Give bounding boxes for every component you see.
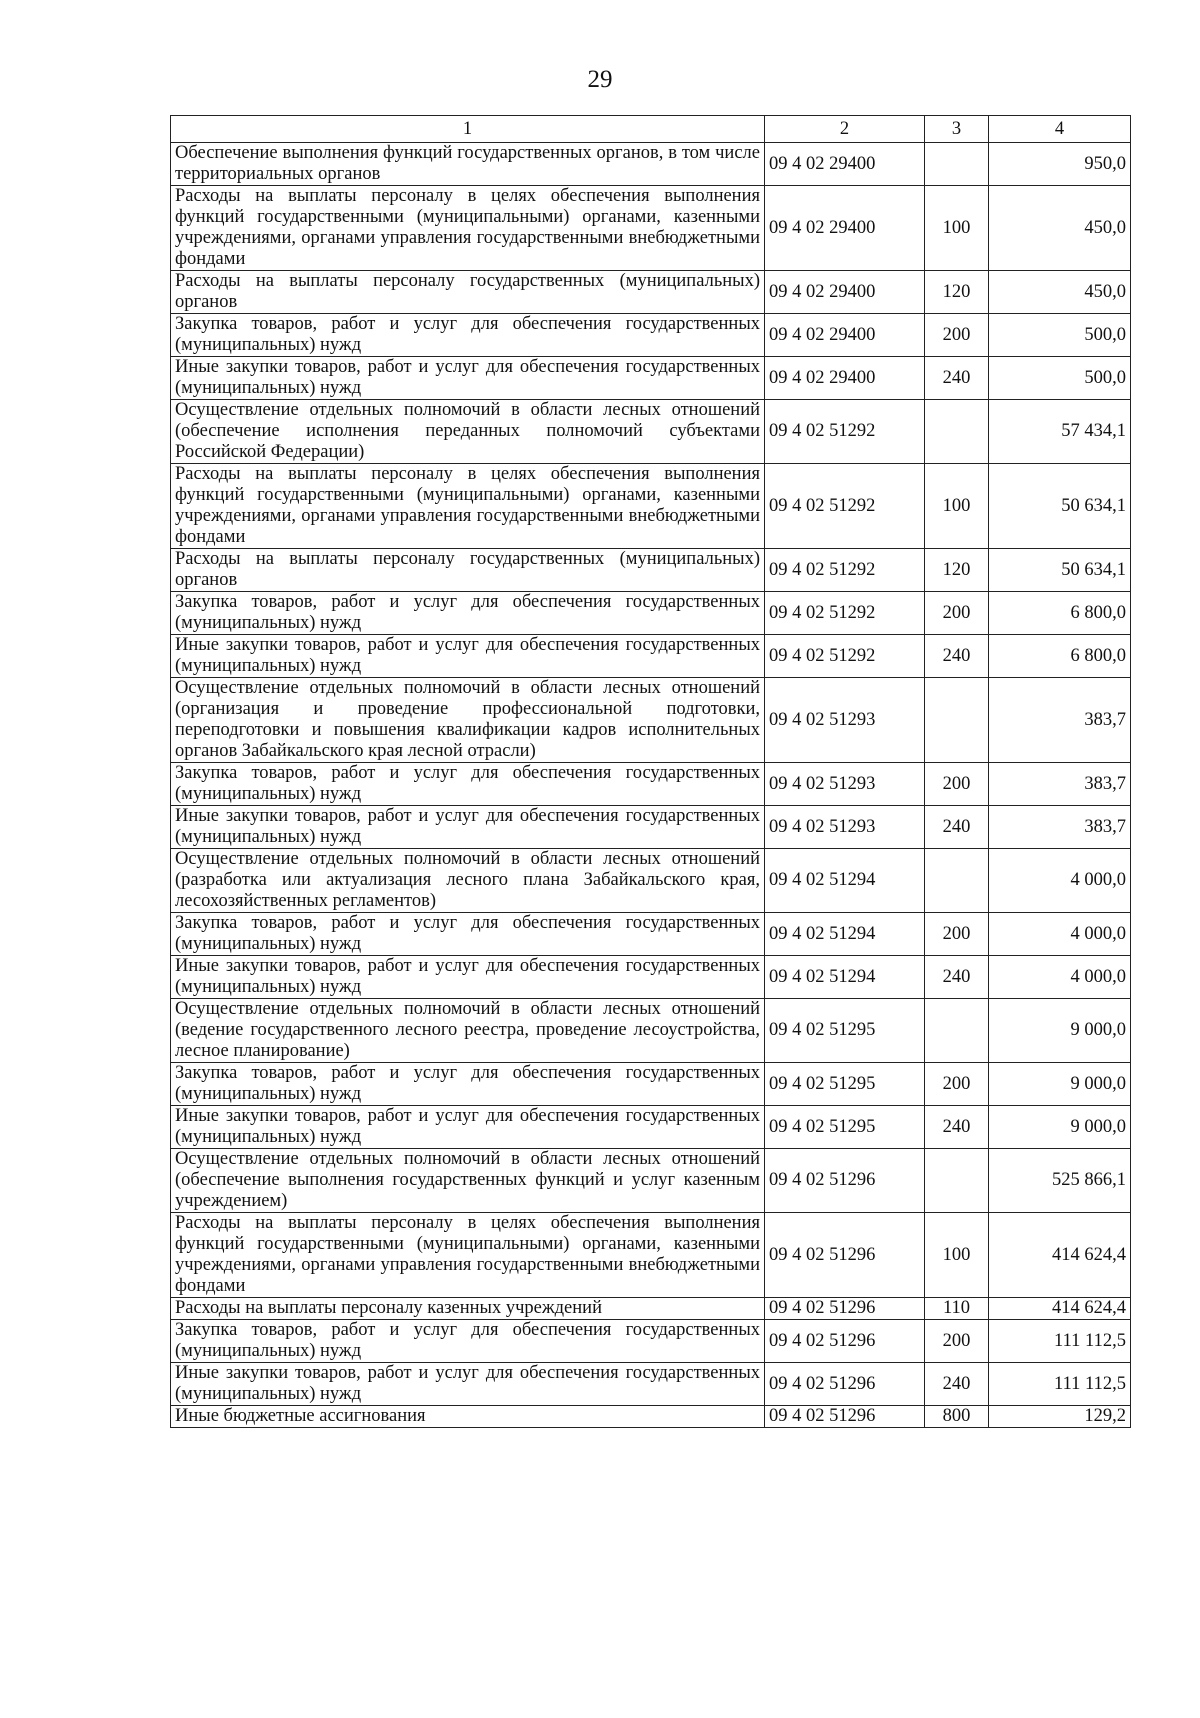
table-row bbox=[171, 400, 1131, 464]
row-code: 09 4 02 51296 bbox=[765, 1320, 925, 1363]
row-name: Расходы на выплаты персоналу государственных (муниципальных) органов bbox=[171, 271, 765, 314]
row-name: Закупка товаров, работ и услуг для обеспечения государственных (муниципальных) нужд bbox=[171, 314, 765, 357]
row-code: 09 4 02 51295 bbox=[765, 1106, 925, 1149]
row-name: Осуществление отдельных полномочий в области лесных отношений (обеспечение выполнения государственных функций и услуг казенным учреждением) bbox=[171, 1149, 765, 1213]
row-amount: 50 634,1 bbox=[989, 549, 1131, 592]
row-name: Расходы на выплаты персоналу в целях обеспечения выполнения функций государственными (муниципальными) органами, казенными учреждениями, органами управления государственными внебюджетными фондами bbox=[171, 1213, 765, 1298]
row-expense-type bbox=[925, 999, 989, 1063]
row-expense-type bbox=[925, 849, 989, 913]
table-row bbox=[171, 464, 1131, 549]
page-number: 29 bbox=[587, 66, 613, 93]
row-amount: 129,2 bbox=[989, 1406, 1131, 1428]
row-expense-type: 100 bbox=[925, 1213, 989, 1298]
row-amount: 6 800,0 bbox=[989, 592, 1131, 635]
row-name: Иные закупки товаров, работ и услуг для обеспечения государственных (муниципальных) нужд bbox=[171, 635, 765, 678]
table-row bbox=[171, 999, 1131, 1063]
row-code: 09 4 02 29400 bbox=[765, 271, 925, 314]
row-amount: 9 000,0 bbox=[989, 1063, 1131, 1106]
header-col-2: 2 bbox=[765, 116, 925, 143]
header-col-3: 3 bbox=[925, 116, 989, 143]
row-name: Осуществление отдельных полномочий в области лесных отношений (разработка или актуализация лесного плана Забайкальского края, лесохозяйственных регламентов) bbox=[171, 849, 765, 913]
row-code: 09 4 02 51296 bbox=[765, 1149, 925, 1213]
row-amount: 9 000,0 bbox=[989, 999, 1131, 1063]
row-expense-type bbox=[925, 400, 989, 464]
row-expense-type bbox=[925, 678, 989, 763]
row-expense-type: 200 bbox=[925, 314, 989, 357]
table-row bbox=[171, 956, 1131, 999]
table-header bbox=[171, 116, 1131, 143]
row-code: 09 4 02 51293 bbox=[765, 763, 925, 806]
row-name: Закупка товаров, работ и услуг для обеспечения государственных (муниципальных) нужд bbox=[171, 763, 765, 806]
table-row bbox=[171, 1363, 1131, 1406]
table-row bbox=[171, 357, 1131, 400]
table-row bbox=[171, 549, 1131, 592]
row-code: 09 4 02 51293 bbox=[765, 806, 925, 849]
row-code: 09 4 02 51292 bbox=[765, 635, 925, 678]
row-amount: 4 000,0 bbox=[989, 956, 1131, 999]
row-amount: 4 000,0 bbox=[989, 849, 1131, 913]
row-expense-type: 100 bbox=[925, 186, 989, 271]
row-amount: 6 800,0 bbox=[989, 635, 1131, 678]
table-row bbox=[171, 314, 1131, 357]
row-code: 09 4 02 51292 bbox=[765, 400, 925, 464]
row-name: Обеспечение выполнения функций государственных органов, в том числе территориальных органов bbox=[171, 143, 765, 186]
row-code: 09 4 02 51295 bbox=[765, 1063, 925, 1106]
table-row bbox=[171, 186, 1131, 271]
table-row bbox=[171, 1106, 1131, 1149]
row-amount: 383,7 bbox=[989, 763, 1131, 806]
row-name: Расходы на выплаты персоналу государственных (муниципальных) органов bbox=[171, 549, 765, 592]
row-code: 09 4 02 51292 bbox=[765, 592, 925, 635]
row-amount: 414 624,4 bbox=[989, 1298, 1131, 1320]
row-code: 09 4 02 51296 bbox=[765, 1213, 925, 1298]
table-body bbox=[171, 143, 1131, 1428]
row-code: 09 4 02 51295 bbox=[765, 999, 925, 1063]
table-row bbox=[171, 806, 1131, 849]
row-expense-type: 240 bbox=[925, 1363, 989, 1406]
table-row bbox=[171, 143, 1131, 186]
header-row bbox=[171, 116, 1131, 143]
row-amount: 111 112,5 bbox=[989, 1363, 1131, 1406]
row-code: 09 4 02 29400 bbox=[765, 357, 925, 400]
row-name: Расходы на выплаты персоналу в целях обеспечения выполнения функций государственными (муниципальными) органами, казенными учреждениями, органами управления государственными внебюджетными фондами bbox=[171, 186, 765, 271]
row-amount: 450,0 bbox=[989, 271, 1131, 314]
row-expense-type: 110 bbox=[925, 1298, 989, 1320]
row-expense-type: 200 bbox=[925, 913, 989, 956]
row-name: Иные закупки товаров, работ и услуг для обеспечения государственных (муниципальных) нужд bbox=[171, 1363, 765, 1406]
row-name: Иные закупки товаров, работ и услуг для обеспечения государственных (муниципальных) нужд bbox=[171, 806, 765, 849]
row-expense-type: 240 bbox=[925, 956, 989, 999]
table-row bbox=[171, 1149, 1131, 1213]
header-col-4: 4 bbox=[989, 116, 1131, 143]
row-amount: 50 634,1 bbox=[989, 464, 1131, 549]
table-row bbox=[171, 271, 1131, 314]
row-code: 09 4 02 51294 bbox=[765, 913, 925, 956]
row-code: 09 4 02 51293 bbox=[765, 678, 925, 763]
row-name: Закупка товаров, работ и услуг для обеспечения государственных (муниципальных) нужд bbox=[171, 1320, 765, 1363]
table-row bbox=[171, 1406, 1131, 1428]
row-amount: 950,0 bbox=[989, 143, 1131, 186]
row-code: 09 4 02 29400 bbox=[765, 314, 925, 357]
row-code: 09 4 02 51292 bbox=[765, 464, 925, 549]
row-name: Иные бюджетные ассигнования bbox=[171, 1406, 765, 1428]
row-code: 09 4 02 51294 bbox=[765, 956, 925, 999]
table-row bbox=[171, 1213, 1131, 1298]
row-name: Иные закупки товаров, работ и услуг для обеспечения государственных (муниципальных) нужд bbox=[171, 357, 765, 400]
row-name: Закупка товаров, работ и услуг для обеспечения государственных (муниципальных) нужд bbox=[171, 1063, 765, 1106]
row-amount: 4 000,0 bbox=[989, 913, 1131, 956]
row-expense-type: 240 bbox=[925, 635, 989, 678]
row-code: 09 4 02 29400 bbox=[765, 143, 925, 186]
row-expense-type bbox=[925, 143, 989, 186]
row-name: Расходы на выплаты персоналу в целях обеспечения выполнения функций государственными (муниципальными) органами, казенными учреждениями, органами управления государственными внебюджетными фондами bbox=[171, 464, 765, 549]
row-amount: 111 112,5 bbox=[989, 1320, 1131, 1363]
row-expense-type: 240 bbox=[925, 806, 989, 849]
row-amount: 57 434,1 bbox=[989, 400, 1131, 464]
row-amount: 383,7 bbox=[989, 678, 1131, 763]
row-amount: 500,0 bbox=[989, 357, 1131, 400]
row-expense-type: 200 bbox=[925, 763, 989, 806]
table-row bbox=[171, 849, 1131, 913]
row-expense-type: 240 bbox=[925, 1106, 989, 1149]
row-name: Осуществление отдельных полномочий в области лесных отношений (организация и проведение профессиональной подготовки, переподготовки и повышения квалификации кадров исполнительных органов Забайкальского края лесной отрасли) bbox=[171, 678, 765, 763]
row-amount: 9 000,0 bbox=[989, 1106, 1131, 1149]
row-expense-type: 800 bbox=[925, 1406, 989, 1428]
row-name: Закупка товаров, работ и услуг для обеспечения государственных (муниципальных) нужд bbox=[171, 913, 765, 956]
table-row bbox=[171, 1320, 1131, 1363]
row-name: Иные закупки товаров, работ и услуг для обеспечения государственных (муниципальных) нужд bbox=[171, 1106, 765, 1149]
row-expense-type: 200 bbox=[925, 1320, 989, 1363]
row-expense-type: 200 bbox=[925, 592, 989, 635]
header-col-1: 1 bbox=[171, 116, 765, 143]
row-code: 09 4 02 51292 bbox=[765, 549, 925, 592]
row-code: 09 4 02 51296 bbox=[765, 1298, 925, 1320]
row-amount: 383,7 bbox=[989, 806, 1131, 849]
budget-table bbox=[170, 115, 1131, 1428]
row-expense-type bbox=[925, 1149, 989, 1213]
row-expense-type: 120 bbox=[925, 271, 989, 314]
row-code: 09 4 02 29400 bbox=[765, 186, 925, 271]
table-row bbox=[171, 913, 1131, 956]
row-name: Расходы на выплаты персоналу казенных учреждений bbox=[171, 1298, 765, 1320]
row-name: Иные закупки товаров, работ и услуг для обеспечения государственных (муниципальных) нужд bbox=[171, 956, 765, 999]
table-row bbox=[171, 1063, 1131, 1106]
row-expense-type: 120 bbox=[925, 549, 989, 592]
row-code: 09 4 02 51296 bbox=[765, 1363, 925, 1406]
table-row bbox=[171, 592, 1131, 635]
table-row bbox=[171, 678, 1131, 763]
row-code: 09 4 02 51294 bbox=[765, 849, 925, 913]
row-name: Осуществление отдельных полномочий в области лесных отношений (обеспечение исполнения переданных полномочий субъектами Российской Федерации) bbox=[171, 400, 765, 464]
table-row bbox=[171, 635, 1131, 678]
table-row bbox=[171, 1298, 1131, 1320]
row-amount: 450,0 bbox=[989, 186, 1131, 271]
row-name: Осуществление отдельных полномочий в области лесных отношений (ведение государственного лесного реестра, проведение лесоустройства, лесное планирование) bbox=[171, 999, 765, 1063]
row-expense-type: 240 bbox=[925, 357, 989, 400]
row-amount: 414 624,4 bbox=[989, 1213, 1131, 1298]
row-code: 09 4 02 51296 bbox=[765, 1406, 925, 1428]
table-row bbox=[171, 763, 1131, 806]
row-amount: 525 866,1 bbox=[989, 1149, 1131, 1213]
row-amount: 500,0 bbox=[989, 314, 1131, 357]
row-name: Закупка товаров, работ и услуг для обеспечения государственных (муниципальных) нужд bbox=[171, 592, 765, 635]
row-expense-type: 100 bbox=[925, 464, 989, 549]
row-expense-type: 200 bbox=[925, 1063, 989, 1106]
